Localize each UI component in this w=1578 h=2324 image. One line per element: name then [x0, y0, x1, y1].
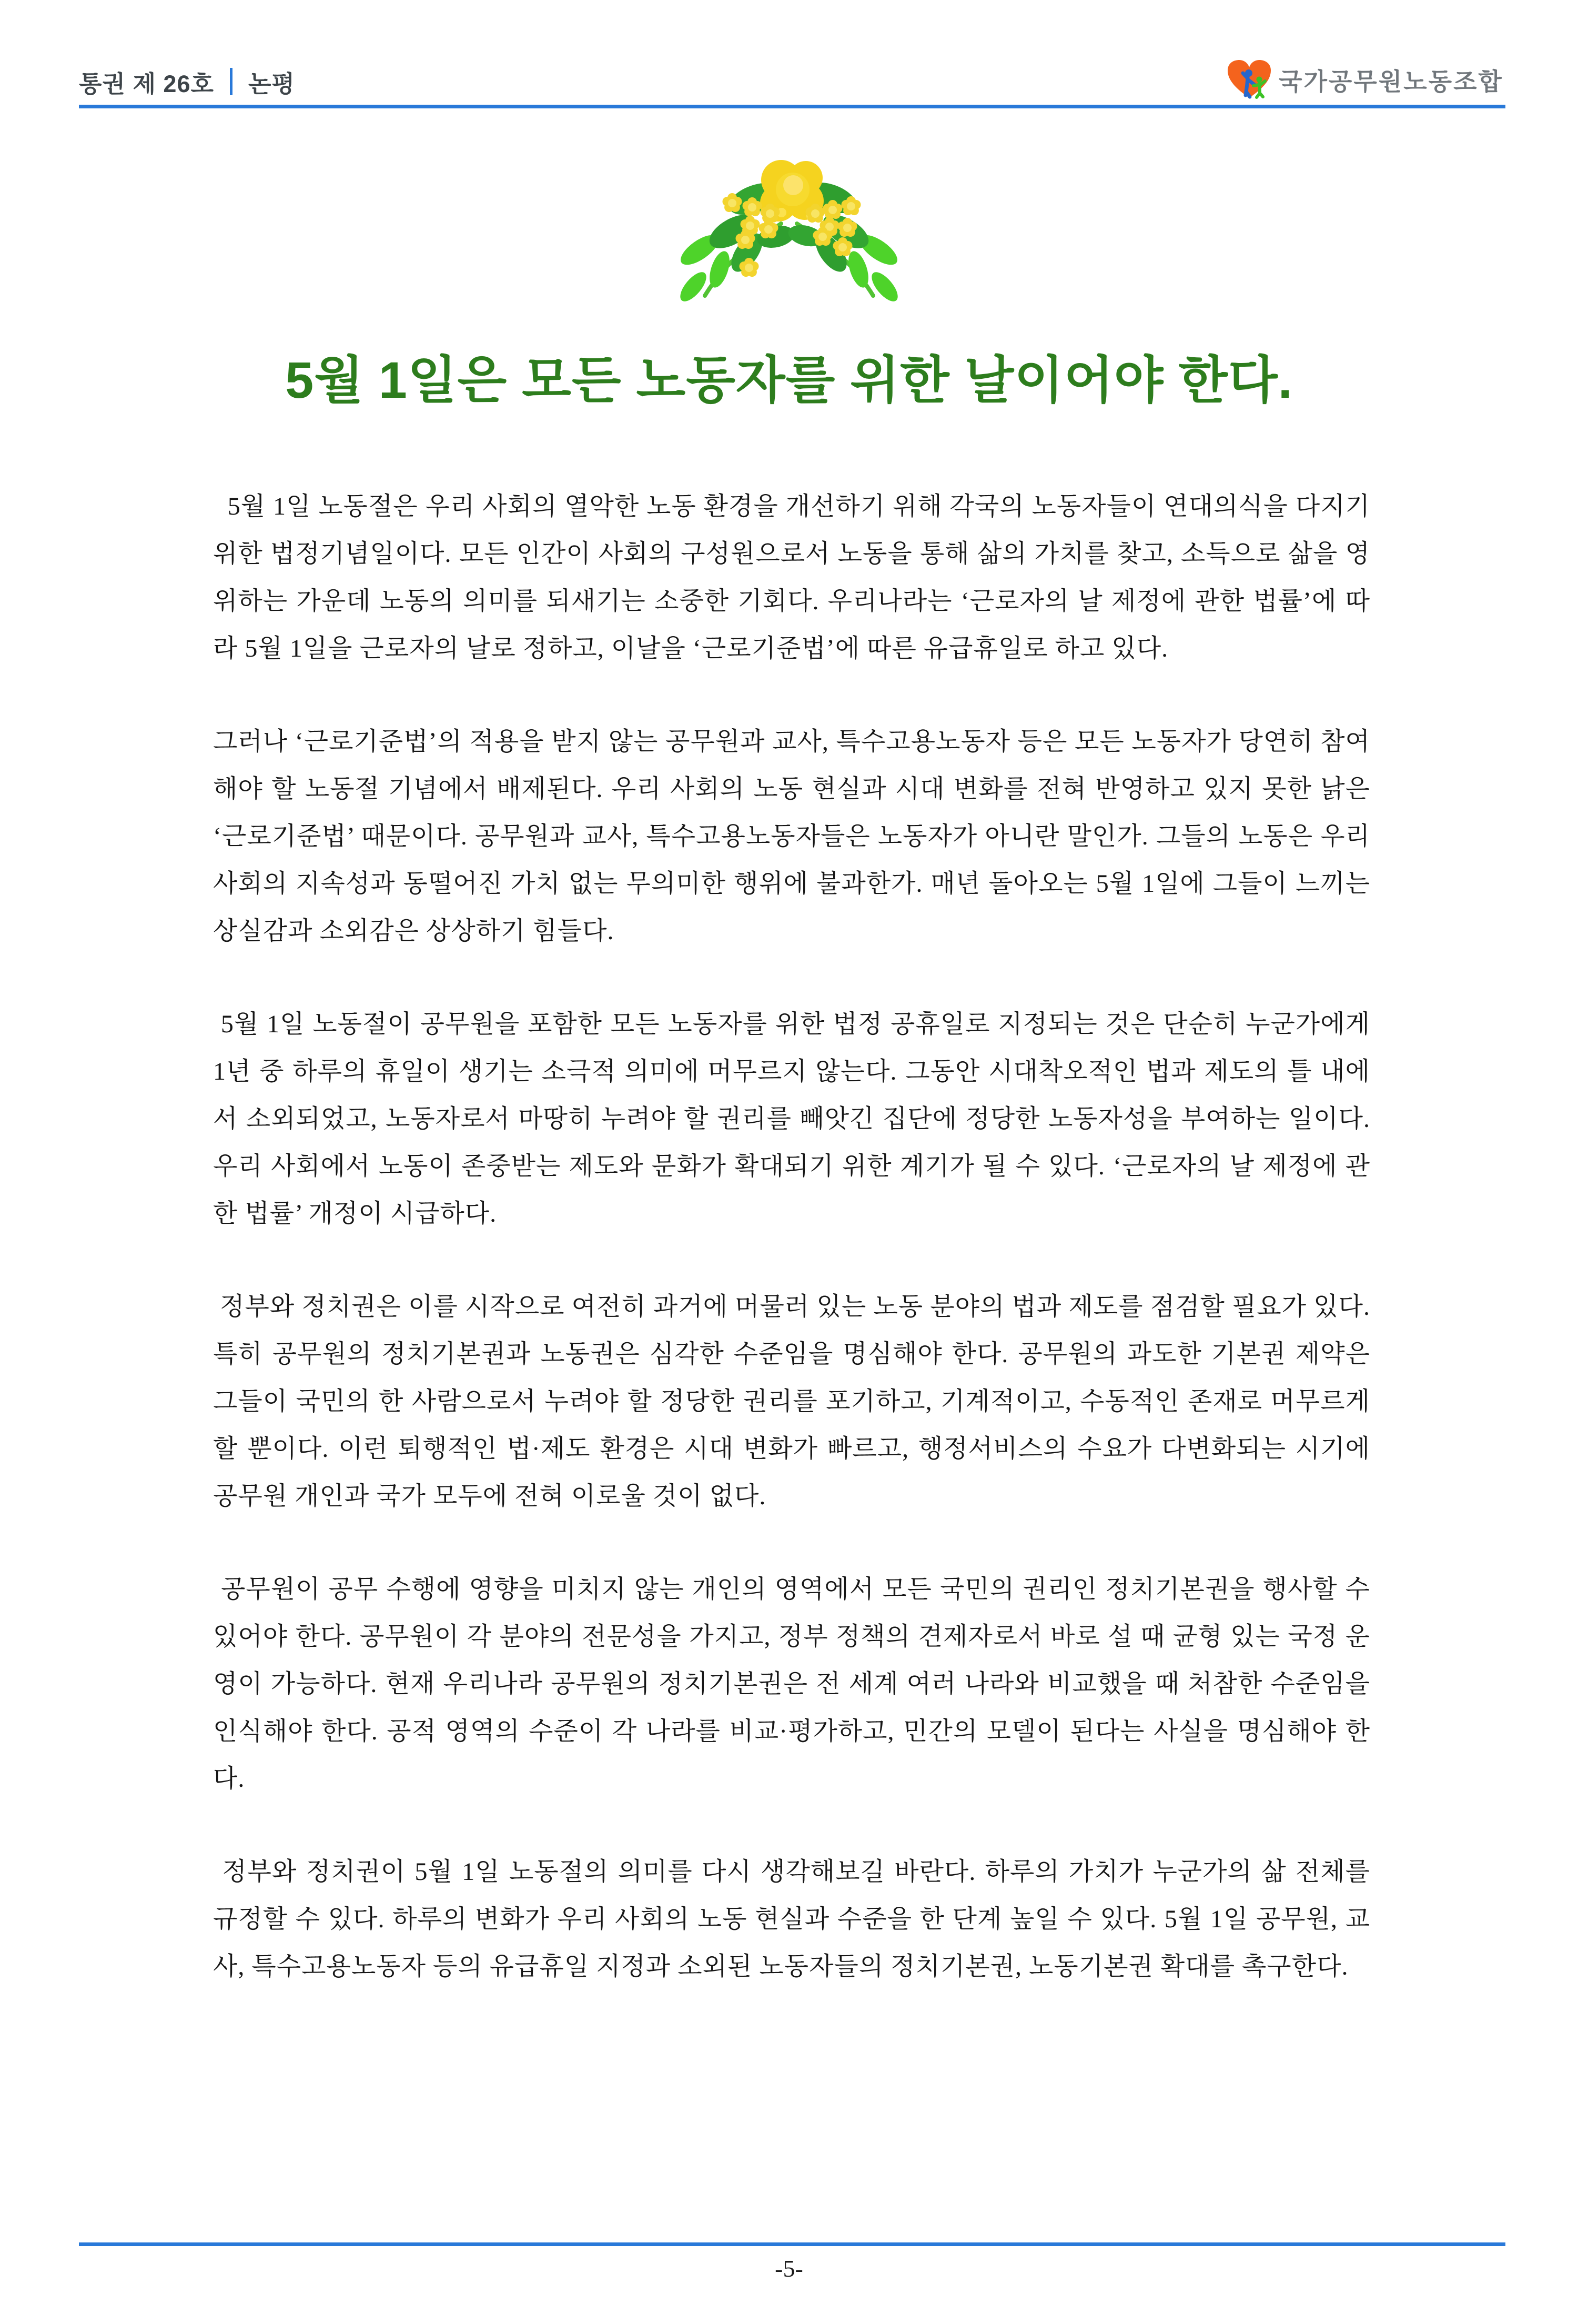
paragraph-4: 정부와 정치권은 이를 시작으로 여전히 과거에 머물러 있는 노동 분야의 법과 제도를 점검할 필요가 있다. 특히 공무원의 정치기본권과 노동권은 심각한 수준임을 명심해야 한다. 공무원의 과도한 기본권 제약은 그들이 국민의 한 사람으로서 누려야 할 정당한 권리를 포기하고, 기계적이고, 수동적인 존재로 머무르게 할 뿐이다. 이런 퇴행적인 법·제도 환경은 시대 변화가 빠르고, 행정서비스의 수요가 다변화되는 시기에 공무원 개인과 국가 모두에 전혀 이로울 것이 없다.: [213, 1293, 1377, 1510]
header-rule: [79, 105, 1505, 108]
paragraph-6: 정부와 정치권이 5월 1일 노동절의 의미를 다시 생각해보길 바란다. 하루의 가치가 누군가의 삶 전체를 규정할 수 있다. 하루의 변화가 우리 사회의 노동 현실과 수준을 한 단계 높일 수 있다. 5월 1일 공무원, 교사, 특수고용노동자 등의 유급휴일 지정과 소외된 노동자들의 정치기본권, 노동기본권 확대를 촉구한다.: [213, 1858, 1377, 1980]
org-name-label: 국가공무원노동조합: [1279, 68, 1503, 95]
section-label: 논평: [248, 70, 295, 97]
union-heart-logo-icon: [1226, 59, 1272, 101]
header-divider-bar: [230, 68, 232, 95]
flower-wreath-decoration-icon: [673, 153, 905, 305]
issue-number-label: 통권 제 26호: [79, 70, 214, 97]
paragraph-3: 5월 1일 노동절이 공무원을 포함한 모든 노동자를 위한 법정 공휴일로 지정되는 것은 단순히 누군가에게 1년 중 하루의 휴일이 생기는 소극적 의미에 머무르지 않는다. 그동안 시대착오적인 법과 제도의 틀 내에서 소외되었고, 노동자로서 마땅히 누려야 할 권리를 빼앗긴 집단에 정당한 노동자성을 부여하는 일이다. 우리 사회에서 노동이 존중받는 제도와 문화가 확대되기 위한 계기가 될 수 있다. ‘근로자의 날 제정에 관한 법률’ 개정이 시급하다.: [213, 1010, 1378, 1228]
footer-rule: [79, 2242, 1505, 2246]
page-number: -5-: [775, 2255, 803, 2282]
article-body: [213, 483, 1378, 2036]
paragraph-5: 공무원이 공무 수행에 영향을 미치지 않는 개인의 영역에서 모든 국민의 권리인 정치기본권을 행사할 수 있어야 한다. 공무원이 각 분야의 전문성을 가지고, 정부 정책의 견제자로서 바로 설 때 균형 있는 국정 운영이 가능하다. 현재 우리나라 공무원의 정치기본권은 전 세계 여러 나라와 비교했을 때 처참한 수준임을 인식해야 한다. 공적 영역의 수준이 각 나라를 비교·평가하고, 민간의 모델이 된다는 사실을 명심해야 한다.: [213, 1575, 1378, 1793]
page-title: 5월 1일은 모든 노동자를 위한 날이어야 한다.: [285, 351, 1293, 409]
union-logo: [1226, 58, 1503, 102]
header-left: [79, 63, 295, 100]
paragraph-1: 5월 1일 노동절은 우리 사회의 열악한 노동 환경을 개선하기 위해 각국의 노동자들이 연대의식을 다지기 위한 법정기념일이다. 모든 인간이 사회의 구성원으로서 노동을 통해 삶의 가치를 찾고, 소득으로 삶을 영위하는 가운데 노동의 의미를 되새기는 소중한 기회다. 우리나라는 ‘근로자의 날 제정에 관한 법률’에 따라 5월 1일을 근로자의 날로 정하고, 이날을 ‘근로기준법’에 따른 유급휴일로 하고 있다.: [213, 492, 1378, 662]
paragraph-2: 그러나 ‘근로기준법’의 적용을 받지 않는 공무원과 교사, 특수고용노동자 등은 모든 노동자가 당연히 참여해야 할 노동절 기념에서 배제된다. 우리 사회의 노동 현실과 시대 변화를 전혀 반영하고 있지 못한 낡은 ‘근로기준법’ 때문이다. 공무원과 교사, 특수고용노동자들은 노동자가 아니란 말인가. 그들의 노동은 우리 사회의 지속성과 동떨어진 가치 없는 무의미한 행위에 불과한가. 매년 돌아오는 5월 1일에 그들이 느끼는 상실감과 소외감은 상상하기 힘들다.: [213, 728, 1377, 945]
